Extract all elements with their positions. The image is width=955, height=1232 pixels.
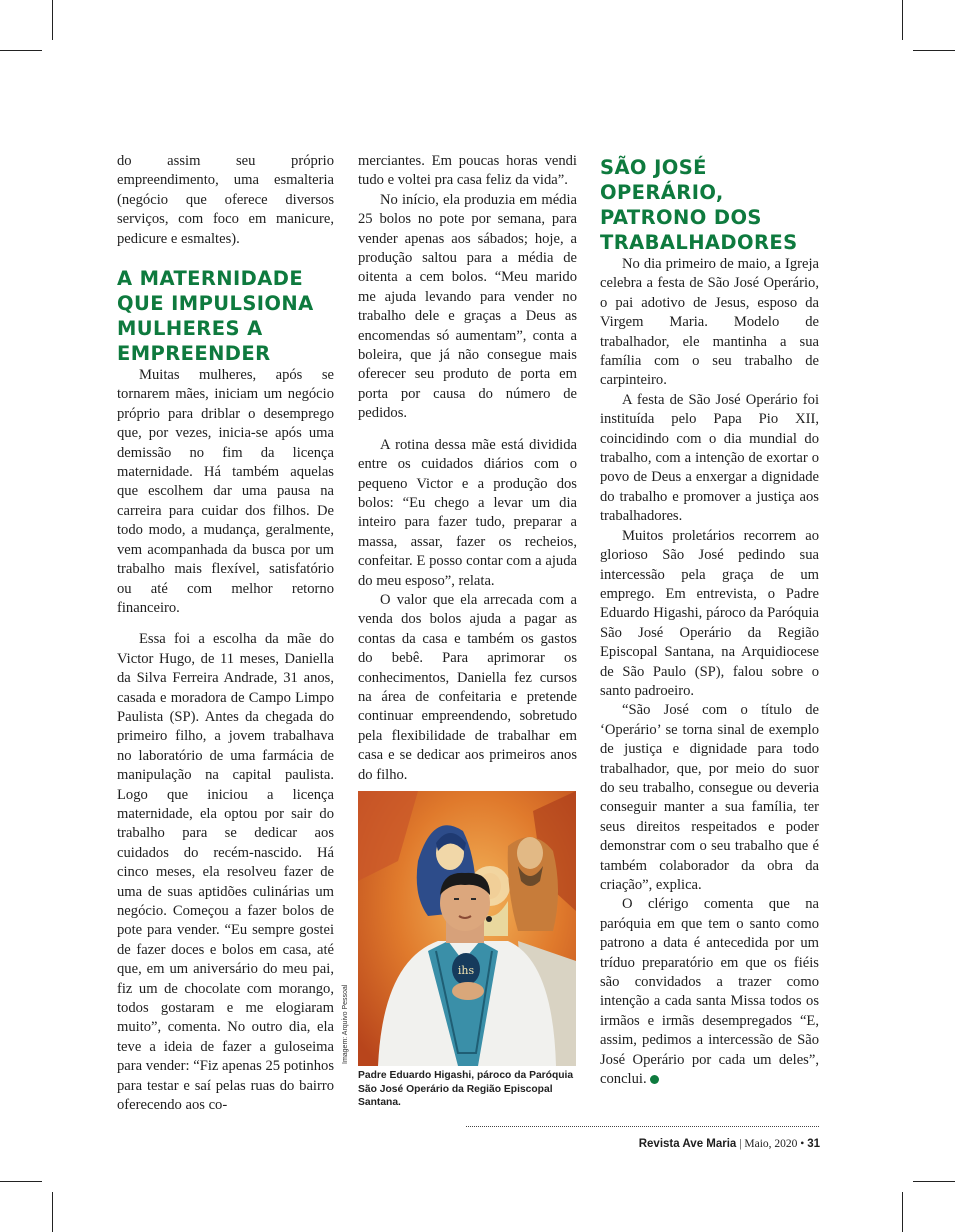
body-paragraph: Essa foi a escolha da mãe do Victor Hugo, de 11 meses, Daniella da Silva Ferreira Andrade, 31 anos, casada e moradora de Campo Limpo Paulista (SP). Antes da chegada do primeiro filho, a jovem trabalhava no laboratório de uma farmácia de manipulação na capital paulista. Logo que iniciou a licença maternidade, ela optou por sair do trabalho para se dedicar aos cuidados do recém-nascido. Há cinco meses, ela resolveu fazer de uma de suas aptidões culinárias um negócio. Começou a fazer bolos de pote para vender. “Eu sempre gostei de fazer doces e bolos em casa, até que, em um aniversário do meu pai, fiz um de chocolate com morango, todos gostaram e me elogiaram muito”, comenta. No outro dia, ela teve a ideia de fazer a guloseima para vender: “Fiz apenas 25 potinhos para testar e saí pelas ruas do bairro oferecendo aos co- [117,631,334,1114]
body-paragraph: Muitos proletários recorrem ao glorioso São José pedindo sua intercessão pela graça de um emprego. Em entrevista, o Padre Eduardo Higashi, pároco da Paróquia São José Operário da Região Episcopal Santana, na Arquidiocese de São Paulo (SP), falou sobre o santo padroeiro. [600,527,819,699]
footer-rule [466,1126,819,1127]
crop-mark [52,0,53,40]
column-2 [358,152,577,785]
page-number: 31 [807,1138,820,1150]
body-paragraph: A festa de São José Operário foi instituída pelo Papa Pio XII, coincidindo com o dia mundial do trabalho, com a intenção de exortar o povo de Deus a enxergar a dignidade do trabalho e promover a justiça aos trabalhadores. [600,391,819,525]
body-paragraph: A rotina dessa mãe está dividida entre os cuidados diários com o pequeno Victor e a produção dos bolos: “Eu chego a levar um dia inteiro para fazer tudo, preparar a massa, assar, fazer os recheios, confeitar. E posso contar com a ajuda do meu esposo”, relata. [358,436,577,589]
crop-mark [902,0,903,40]
body-paragraph: No início, ela produzia em média 25 bolos no pote por semana, para vender apenas aos sábados; hoje, a produção saltou para a média de oitenta a cem bolos. “Meu marido me ajuda levando para vender no trabalho dele e graças a Deus as encomendas só aumentam”, conta a boleira, que já não consegue mais oferecer seu produto de porta em porta por causa do número de pedidos. [358,191,577,422]
magazine-name: Revista Ave Maria [638,1138,737,1150]
body-paragraph: O valor que ela arrecada com a venda dos bolos ajuda a pagar as contas da casa e também os gastos do bebê. Para aprimorar os conhecimentos, Daniella fez cursos na área de confeitaria e pretende continuar empreendendo, sobretudo pela flexibilidade de trabalhar em casa e se dedicar aos primeiros anos do filho. [358,591,577,783]
photo-credit: Imagem: Arquivo Pessoal [342,984,349,1064]
photo-caption: Padre Eduardo Higashi, pároco da Paróquia São José Operário da Região Episcopal Santana. [358,1070,574,1108]
crop-mark [0,1181,42,1182]
section-heading-sao-jose: SÃO JOSÉ OPERÁRIO, PATRONO DOS TRABALHADORES [600,156,798,254]
section-heading-maternidade: A MATERNIDADE QUE IMPULSIONA MULHERES A EMPREENDER [117,267,314,366]
closing-text: O clérigo comenta que na paróquia em que tem o santo como patrono a data é antecedida por um tríduo preparatório em que os fiéis são convidados a trazer como intenção a cada santa Missa todos os irmãos e irmãs desempregados “E, assim, pedimos a intercessão de São José Operário por cada um deles”, conclui. [600,896,819,1088]
priest-illustration [358,791,576,1066]
page-footer [639,1138,820,1150]
crop-mark [0,50,42,51]
body-paragraph: No dia primeiro de maio, a Igreja celebra a festa de São José Operário, o pai adotivo de Jesus, esposo da Virgem Maria. Modelo de trabalhador, ele mantinha a sua família com o seu trabalho de carpinteiro. [600,256,819,389]
crop-mark [902,1192,903,1232]
column-1 [117,152,334,1115]
crop-mark [913,1181,955,1182]
end-mark-icon [650,1075,659,1084]
body-paragraph: “São José com o título de ‘Operário’ se torna sinal de exemplo de justiça e dignidade para todo trabalhador, que, por meio do suor do seu trabalho, consegue ou deveria conseguir manter a sua família, ter seus direitos respeitados e poder demonstrar com o seu trabalho que é também colaborador da obra da criação”, explica. [600,702,819,893]
crop-mark [52,1192,53,1232]
column-3 [600,155,819,1089]
crop-mark [913,50,955,51]
intro-paragraph: do assim seu próprio empreendimento, uma esmalteria (negócio que oferece diversos serviços, com foco em manicure, pedicure e esmaltes). [117,153,334,247]
priest-photo [358,791,576,1066]
svg-text:ihs: ihs [457,964,475,977]
body-paragraph: Muitas mulheres, após se tornarem mães, iniciam um negócio próprio para driblar o desemprego que, por vezes, inicia-se após uma demissão no fim da licença maternidade. Há também aquelas que escolhem dar uma pausa na carreira para cuidar dos filhos. De todo modo, a mudança, geralmente, vem acompanhada da busca por um trabalho mais flexível, satisfatório ou até com melhor retorno financeiro. [117,367,334,616]
footer-separator: | [739,1138,742,1150]
body-paragraph: merciantes. Em poucas horas vendi tudo e voltei pra casa feliz da vida”. [358,153,577,189]
issue-date: Maio, 2020 [744,1138,798,1150]
footer-bullet: • [800,1138,805,1150]
body-paragraph [600,895,819,1089]
